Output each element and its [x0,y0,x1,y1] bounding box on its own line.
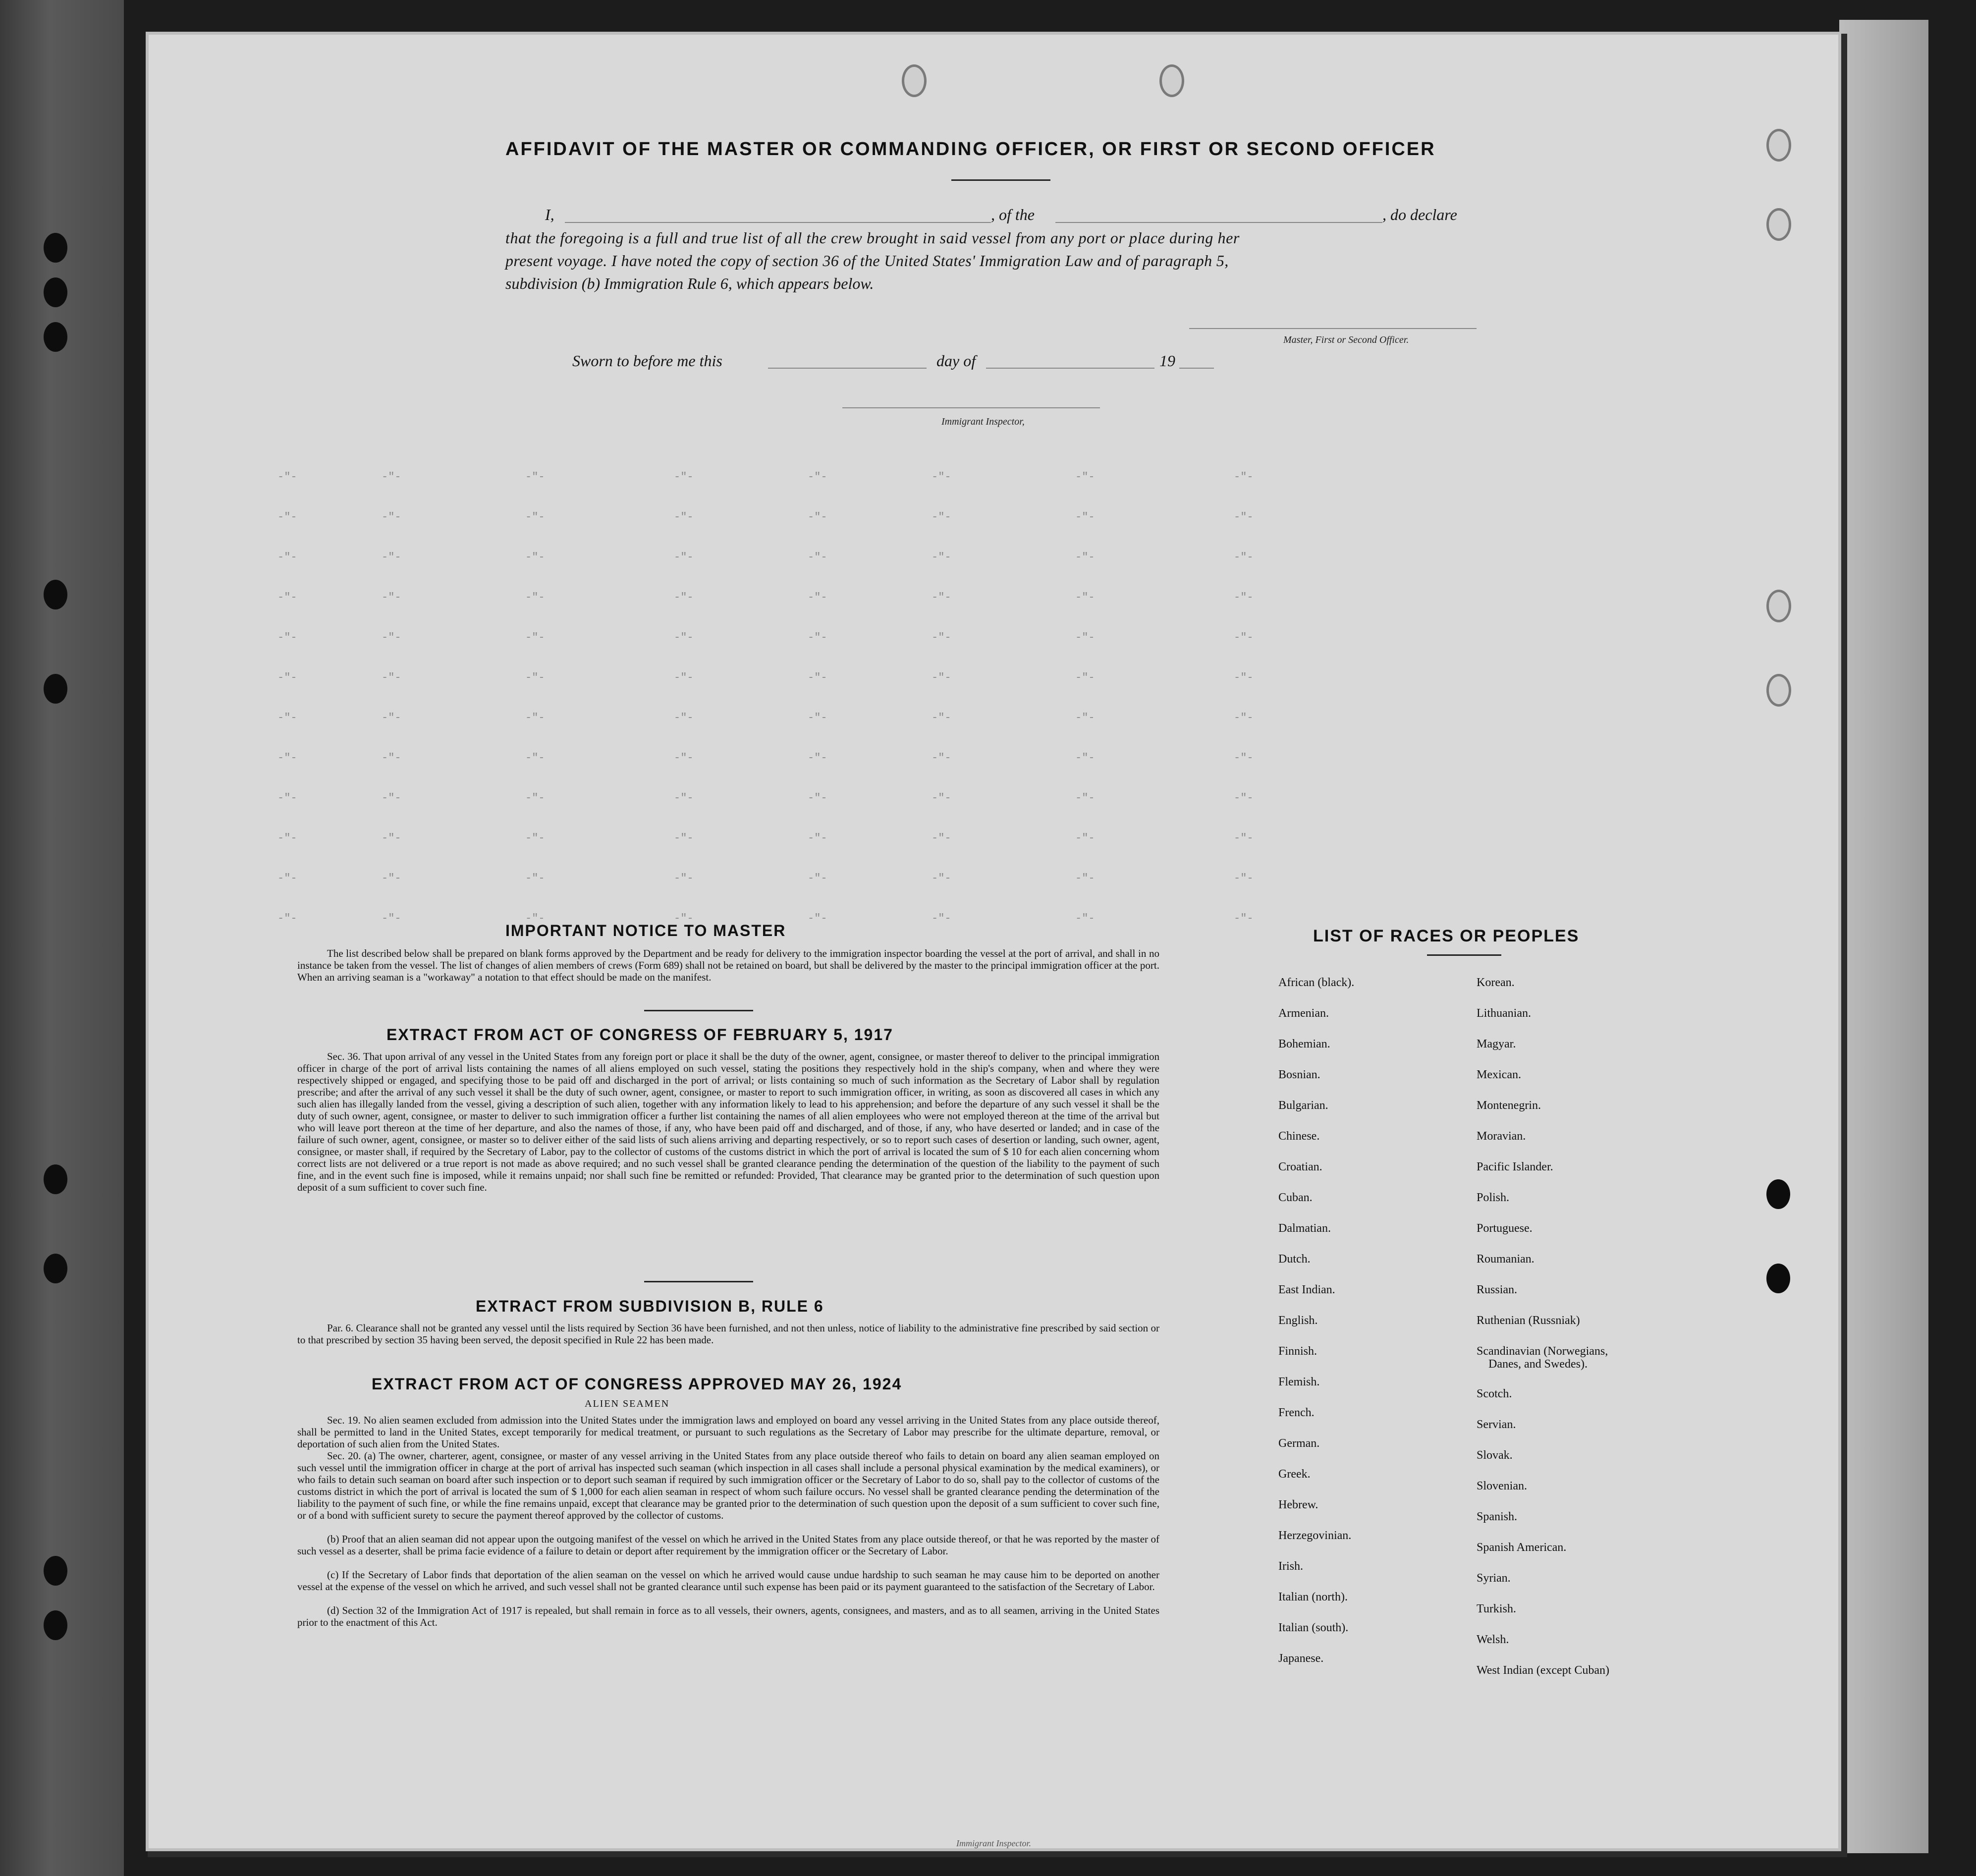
ditto-mark: -"- [674,591,694,604]
ditto-mark: -"- [674,872,694,884]
affidavit-i: I, [545,206,554,223]
title-underline [951,179,1050,181]
ditto-mark: -"- [1075,511,1095,523]
race-item: Mexican. [1477,1068,1521,1081]
ditto-mark: -"- [674,752,694,764]
punch-ring [1159,64,1184,97]
race-item: Spanish American. [1477,1541,1567,1554]
race-item: Servian. [1477,1418,1516,1431]
binder-hole [44,1556,67,1586]
race-item: Pacific Islander. [1477,1160,1553,1173]
race-item [1477,1345,1609,1387]
race-item: Slovenian. [1477,1480,1527,1492]
affidavit-line-3: subdivision (b) Immigration Rule 6, which appears below. [505,275,874,292]
ditto-mark: -"- [382,872,401,884]
sec20d-text: (d) Section 32 of the Immigration Act of 1917 is repealed, but shall remain in force as to all vessels, their owners, agents, consignees, and masters, and as to all seamen, arriving in the United States prior to the enactment of this Act. [297,1604,1159,1628]
ditto-mark: -"- [1234,712,1254,724]
race-item: Irish. [1278,1560,1303,1573]
race-item: Finnish. [1278,1345,1317,1358]
binder-hole [44,1610,67,1640]
ditto-mark: -"- [1075,471,1095,483]
punch-ring [1766,208,1791,241]
ditto-mark: -"- [382,591,401,604]
binder-hole [44,674,67,704]
binder-hole [44,277,67,307]
extract-1917-title: EXTRACT FROM ACT OF CONGRESS OF FEBRUARY 5, 1917 [386,1026,893,1044]
ditto-mark: -"- [525,712,545,724]
ditto-mark: -"- [674,631,694,644]
ditto-mark: -"- [674,471,694,483]
ditto-mark: -"- [932,752,951,764]
master-caption: Master, First or Second Officer. [1283,334,1409,345]
ditto-mark: -"- [525,471,545,483]
punch-ring [1766,129,1791,162]
ditto-mark: -"- [674,792,694,804]
race-item: African (black). [1278,976,1355,989]
ditto-mark: -"- [382,511,401,523]
ditto-mark: -"- [1234,511,1254,523]
ditto-mark: -"- [1075,712,1095,724]
race-item: Japanese. [1278,1652,1324,1665]
extract-1924-title: EXTRACT FROM ACT OF CONGRESS APPROVED MAY 26, 1924 [372,1375,902,1393]
affidavit-do-declare: , do declare [1382,206,1457,223]
race-item: Bosnian. [1278,1068,1320,1081]
ditto-mark: -"- [525,631,545,644]
ditto-mark: -"- [1234,471,1254,483]
ditto-mark: -"- [674,912,694,925]
race-item: Bulgarian. [1278,1099,1328,1112]
ditto-mark: -"- [932,671,951,684]
name-blank [565,222,991,223]
race-item: Portuguese. [1477,1222,1533,1235]
document-page [149,35,1838,1848]
extract-1917-text: Sec. 36. That upon arrival of any vessel in the United States from any foreign port or place it shall be the duty of the owner, agent, consignee, or master thereof to deliver to the principal immigration officer in charge of the port of arrival lists containing the names of all aliens employed on such vessel, stating the positions they respectively hold in the ship's company, when and where they were respectively shipped or engaged, and specifying those to be paid off and discharged in the port of arrival; or lists containing so much of such information as the Secretary of Labor shall by regulation prescribe; and after the arrival of any such vessel it shall be the duty of such owner, agent, consignee, or master to report to such immigration officer, in writing, as soon as discovered all cases in which any such alien has illegally landed from the vessel, giving a description of such alien, together with any information likely to lead to his apprehension; and before the departure of any such vessel it shall be the duty of such owner, agent, consignee, or master to deliver to such immigration officer a further list containing the names of all alien employees who were not employed thereon at the time of the arrival but who will leave port thereon at the time of her departure, and also the names of those, if any, who have been paid off and discharged, and of those, if any, who have deserted or landed; and in case of the failure of such owner, agent, consignee, or master so to deliver either of the said lists of such aliens arriving and departing respectively, or so to report such cases of desertion or landing, such owner, agent, consignee, or master shall, if required by the Secretary of Labor, pay to the collector of customs of the customs district in which the port of arrival is located the sum of $ 10 for each alien concerning whom correct lists are not delivered or a true report is not made as above required; and no such vessel shall be granted clearance pending the determination of the question of the liability to the payment of such fine, and in the event such fine is imposed, while it remains unpaid; nor shall such fine be remitted or refunded: Provided, That clearance may be granted prior to the determination of such question upon deposit of a sum sufficient to cover such fine. [297,1050,1159,1193]
race-item-line: Scandinavian (Norwegians, [1477,1345,1608,1358]
ditto-mark: -"- [1075,832,1095,844]
bottom-bleed-caption: Immigrant Inspector. [956,1838,1031,1848]
affidavit-title: AFFIDAVIT OF THE MASTER OR COMMANDING OFFICER, OR FIRST OR SECOND OFFICER [505,139,1436,160]
ditto-mark: -"- [808,872,827,884]
ditto-mark: -"- [1075,591,1095,604]
ditto-mark: -"- [382,471,401,483]
separator [644,1281,753,1282]
ditto-mark: -"- [808,712,827,724]
ditto-mark: -"- [932,631,951,644]
ditto-mark: -"- [932,511,951,523]
punch-ring [1766,590,1791,622]
ditto-mark: -"- [1075,792,1095,804]
ditto-mark: -"- [525,671,545,684]
ditto-mark: -"- [277,511,297,523]
race-item: Welsh. [1477,1633,1509,1646]
ditto-mark: -"- [1234,551,1254,563]
race-item: Magyar. [1477,1038,1516,1050]
ditto-mark: -"- [525,912,545,925]
race-item: English. [1278,1314,1318,1327]
race-item: Cuban. [1278,1191,1313,1204]
ditto-mark: -"- [525,551,545,563]
punch-ring [902,64,927,97]
race-item: Spanish. [1477,1510,1518,1523]
year-prefix: 19 [1159,352,1175,370]
ditto-mark: -"- [674,511,694,523]
vessel-blank [1055,222,1382,223]
ditto-mark: -"- [808,551,827,563]
ditto-mark: -"- [525,832,545,844]
ditto-mark: -"- [674,712,694,724]
race-item: Lithuanian. [1477,1007,1531,1020]
rule6-title: EXTRACT FROM SUBDIVISION B, RULE 6 [476,1297,824,1315]
notice-text: The list described below shall be prepared on blank forms approved by the Department and be ready for delivery to the immigration inspector boarding the vessel at the port of arrival, and shall in no instance be taken from the vessel. The list of changes of alien members of crews (Form 689) shall not be retained on board, but shall be delivered by the master to the principal immigration officer at the port. When an arriving seaman is a "workaway" a notation to that effect should be made on the manifest. [297,947,1159,983]
ditto-mark: -"- [932,912,951,925]
ditto-mark: -"- [1075,631,1095,644]
binder-hole [1766,1179,1790,1209]
ditto-mark: -"- [1234,752,1254,764]
race-item: Chinese. [1278,1130,1320,1143]
ditto-mark: -"- [1234,631,1254,644]
year-blank [1179,368,1214,369]
ditto-mark: -"- [277,752,297,764]
ditto-mark: -"- [1075,872,1095,884]
ditto-mark: -"- [1234,792,1254,804]
ditto-mark: -"- [382,752,401,764]
day-of-text: day of [936,352,976,370]
race-item: Hebrew. [1278,1498,1318,1511]
underlying-page-edge [1839,20,1928,1853]
ditto-mark: -"- [808,832,827,844]
race-item: Dutch. [1278,1253,1311,1266]
inspector-caption: Immigrant Inspector, [941,416,1025,427]
binder-hole [44,1164,67,1194]
alien-seamen-subtitle: ALIEN SEAMEN [585,1398,670,1409]
affidavit-of-the: , of the [991,206,1035,223]
ditto-mark: -"- [382,671,401,684]
ditto-mark: -"- [1234,591,1254,604]
ditto-mark: -"- [808,671,827,684]
ditto-mark: -"- [808,912,827,925]
ditto-mark: -"- [382,832,401,844]
ditto-mark: -"- [1075,671,1095,684]
race-item: Moravian. [1477,1130,1526,1143]
ditto-mark: -"- [382,792,401,804]
ditto-mark: -"- [277,471,297,483]
ditto-mark: -"- [1234,912,1254,925]
races-left-column [1278,976,1354,1683]
races-right-column [1477,976,1609,1695]
notice-title: IMPORTANT NOTICE TO MASTER [505,922,786,939]
ditto-mark: -"- [525,872,545,884]
master-signature-line [1189,328,1477,329]
sec19-text: Sec. 19. No alien seamen excluded from admission into the United States under the immigration laws and employed on board any vessel arriving in the United States from any place outside thereof, shall be permitted to land in the United States, except temporarily for medical treatment, or pursuant to such regulations as the Secretary of Labor may prescribe for the ultimate departure, removal, or deportation of such alien from the United States. [297,1414,1159,1450]
ditto-mark: -"- [1234,832,1254,844]
ditto-mark: -"- [674,671,694,684]
race-item: German. [1278,1437,1320,1450]
ditto-mark: -"- [525,591,545,604]
ditto-mark: -"- [525,752,545,764]
race-item: Bohemian. [1278,1038,1330,1050]
ditto-mark: -"- [1234,671,1254,684]
race-item: Syrian. [1477,1572,1511,1585]
binder-hole [44,322,67,352]
binder-hole [1766,1264,1790,1293]
race-item: Flemish. [1278,1376,1320,1388]
ditto-mark: -"- [277,912,297,925]
ditto-mark: -"- [808,792,827,804]
ditto-mark: -"- [525,511,545,523]
race-item: Turkish. [1477,1602,1516,1615]
separator [644,1010,753,1011]
ditto-mark: -"- [808,471,827,483]
ditto-mark: -"- [808,752,827,764]
race-item: Herzegovinian. [1278,1529,1352,1542]
ditto-mark: -"- [382,631,401,644]
race-item-line: Danes, and Swedes). [1488,1358,1588,1371]
ditto-mark: -"- [277,631,297,644]
ditto-mark: -"- [382,712,401,724]
ditto-mark: -"- [674,832,694,844]
binder-hole [44,1254,67,1283]
race-item: Armenian. [1278,1007,1329,1020]
race-item: Ruthenian (Russniak) [1477,1314,1580,1327]
ditto-mark: -"- [932,872,951,884]
ditto-mark: -"- [382,551,401,563]
ditto-mark: -"- [674,551,694,563]
ditto-mark: -"- [277,551,297,563]
inspector-signature-line [842,407,1100,408]
ditto-mark: -"- [1075,551,1095,563]
ditto-mark: -"- [932,832,951,844]
month-blank [986,368,1154,369]
race-item: Korean. [1477,976,1515,989]
race-item: Italian (north). [1278,1591,1348,1603]
race-item: Greek. [1278,1468,1311,1481]
race-item: East Indian. [1278,1283,1335,1296]
races-title: LIST OF RACES OR PEOPLES [1313,927,1580,945]
sworn-text: Sworn to before me this [572,352,722,370]
ditto-mark: -"- [808,591,827,604]
race-item: Russian. [1477,1283,1518,1296]
ditto-mark: -"- [932,792,951,804]
sec20a-text: Sec. 20. (a) The owner, charterer, agent, consignee, or master of any vessel arriving in the United States from any place outside thereof who fails to detain on board any alien seaman employed on such vessel until the immigration officer in charge at the port of arrival has inspected such seaman (which inspection in all cases shall include a personal physical examination by the medical examiners), or who fails to detain such seaman on board after such inspection or to deport such seaman if required by such immigration officer or the Secretary of Labor to do so, shall pay to the collector of customs of the customs district in which the port of arrival is located the sum of $ 1,000 for each alien seaman in respect of whom such failure occurs. No vessel shall be granted clearance pending the determination of the liability to the payment of such fine, or while the fine remains unpaid, except that clearance may be granted prior to the determination of such question upon the deposit of a sum sufficient to cover such fine, or of a bond with sufficient surety to secure the payment thereof approved by the collector of customs. [297,1450,1159,1521]
affidavit-line-2: present voyage. I have noted the copy of section 36 of the United States' Immigration Law and of paragraph 5, [505,252,1229,270]
punch-ring [1766,674,1791,707]
race-item: French. [1278,1406,1315,1419]
race-item: Montenegrin. [1477,1099,1541,1112]
ditto-mark: -"- [277,591,297,604]
race-item: Croatian. [1278,1160,1322,1173]
ditto-mark: -"- [277,792,297,804]
race-item: Slovak. [1477,1449,1513,1462]
race-item: West Indian (except Cuban) [1477,1664,1609,1677]
ditto-mark: -"- [277,671,297,684]
binder-hole [44,233,67,263]
ditto-mark: -"- [277,872,297,884]
ditto-mark: -"- [525,792,545,804]
rule6-text: Par. 6. Clearance shall not be granted any vessel until the lists required by Section 36 have been furnished, and not then unless, notice of liability to the administrative fine prescribed by said section or to that prescribed by section 35 having been served, the deposit specified in Rule 22 has been made. [297,1322,1159,1346]
binder-hole [44,580,67,609]
affidavit-line-1: that the foregoing is a full and true list of all the crew brought in said vessel from any port or place during her [505,229,1240,247]
race-item: Roumanian. [1477,1253,1535,1266]
ditto-mark: -"- [932,591,951,604]
sworn-day-blank [768,368,927,369]
ditto-mark: -"- [808,631,827,644]
ditto-mark: -"- [1075,752,1095,764]
ditto-mark: -"- [932,471,951,483]
races-underline [1427,954,1501,956]
ditto-mark: -"- [382,912,401,925]
ditto-mark: -"- [932,712,951,724]
ditto-mark: -"- [932,551,951,563]
race-item: Polish. [1477,1191,1510,1204]
ditto-mark: -"- [277,712,297,724]
sec20b-text: (b) Proof that an alien seaman did not appear upon the outgoing manifest of the vessel on which he arrived in the United States from any place outside thereof, or that he was reported by the master of such vessel as a deserter, shall be prima facie evidence of a failure to detain or deport after requirement by the immigration officer or the Secretary of Labor. [297,1533,1159,1557]
sec20c-text: (c) If the Secretary of Labor finds that deportation of the alien seaman on the vessel on which he arrived would cause undue hardship to such seaman he may cause him to be deported on another vessel at the expense of the vessel on which he arrived, and such vessel shall not be granted clearance until such expense has been paid or its payment guaranteed to the satisfaction of the Secretary of Labor. [297,1569,1159,1593]
race-item: Scotch. [1477,1387,1512,1400]
ditto-mark: -"- [277,832,297,844]
ditto-mark: -"- [1234,872,1254,884]
race-item: Dalmatian. [1278,1222,1331,1235]
race-item: Italian (south). [1278,1621,1349,1634]
ditto-mark: -"- [1075,912,1095,925]
ditto-mark: -"- [808,511,827,523]
